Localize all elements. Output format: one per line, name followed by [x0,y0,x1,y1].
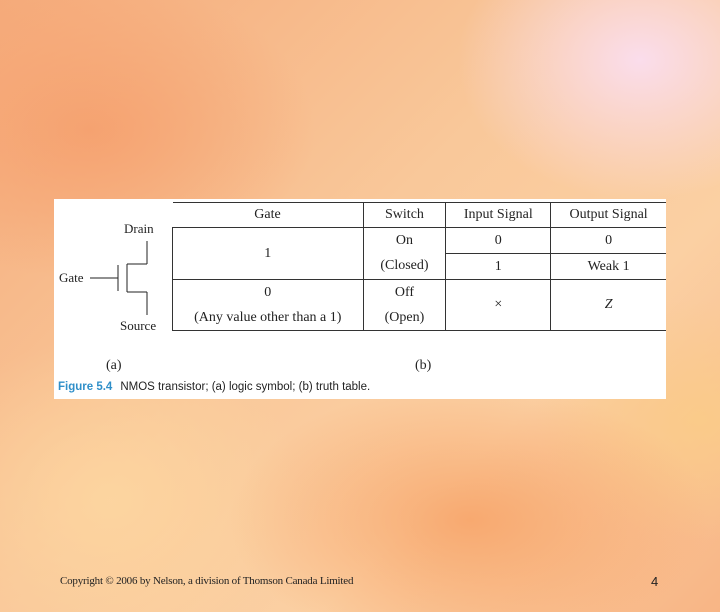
gate-zero-cell: 0 [173,280,364,306]
truth-table-header-row [173,203,667,228]
nmos-logic-symbol [54,199,172,339]
figure-caption [58,381,370,393]
header-output-signal: Output Signal [551,203,666,228]
page-number: 4 [651,574,659,589]
header-switch: Switch [363,203,446,228]
output-cell: 0 [551,228,666,254]
gate-zero-note-cell: (Any value other than a 1) [173,305,364,331]
input-cell: 1 [446,254,551,280]
copyright-footer: Copyright © 2006 by Nelson, a division of Thomson Canada Limited [60,575,354,587]
switch-open-cell: (Open) [363,305,446,331]
nmos-transistor-icon [90,241,147,315]
drain-label: Drain [124,221,154,236]
output-cell: Weak 1 [551,254,666,280]
switch-on-cell: On [363,228,446,254]
table-row [173,228,667,254]
source-label: Source [120,318,157,333]
caption-label: Figure 5.4 [58,381,113,393]
header-input-signal: Input Signal [446,203,551,228]
output-cell: Z [551,280,666,331]
header-gate: Gate [173,203,364,228]
label-a: (a) [106,358,122,373]
table-row [173,280,667,306]
switch-off-cell: Off [363,280,446,306]
switch-closed-cell: (Closed) [363,254,446,280]
figure-panel [54,199,666,399]
truth-table [172,202,666,331]
caption-text: NMOS transistor; (a) logic symbol; (b) truth table. [120,381,371,393]
label-b: (b) [415,358,432,373]
input-cell: 0 [446,228,551,254]
gate-one-cell: 1 [173,228,364,280]
gate-label: Gate [59,270,84,285]
input-cell: × [446,280,551,331]
